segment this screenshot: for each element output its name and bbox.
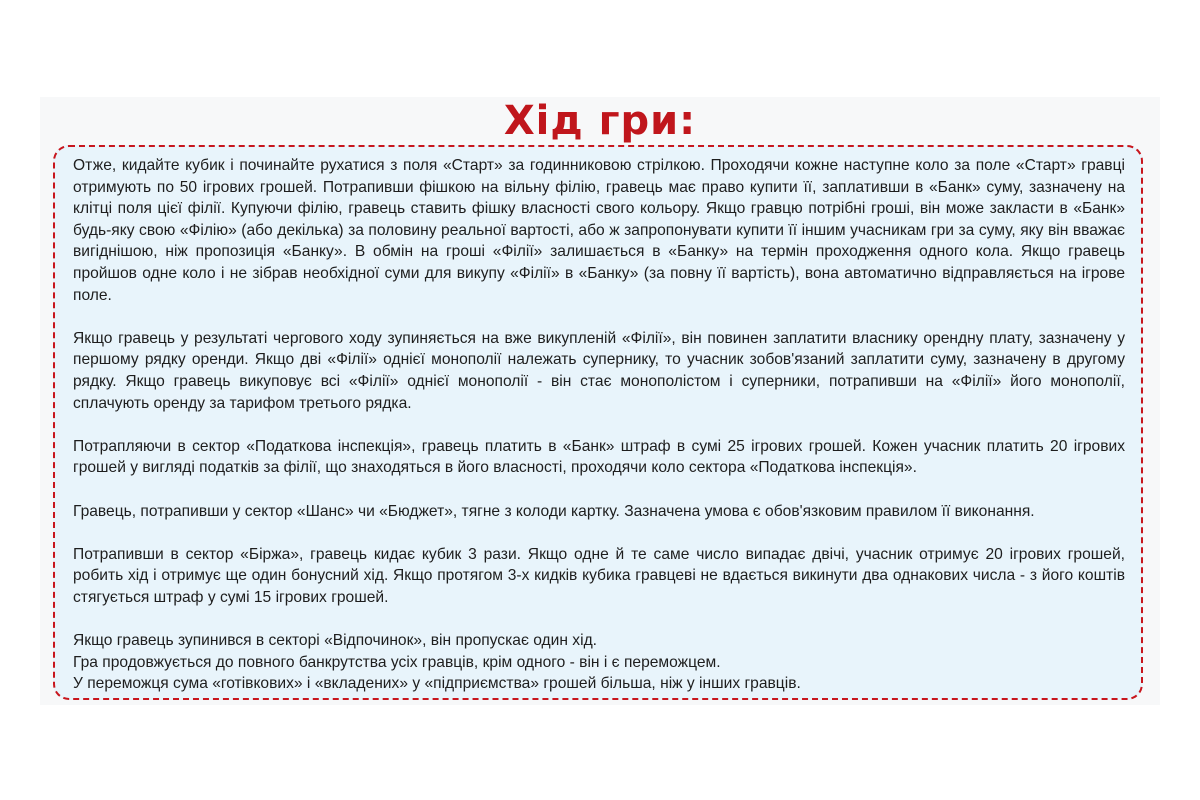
rules-content — [73, 155, 1125, 695]
rules-box — [53, 145, 1143, 700]
paragraph-exchange: Потрапивши в сектор «Біржа», гравець кидає кубик 3 рази. Якщо одне й те саме число випадає двічі, учасник отримує 20 ігрових грошей, робить хід і отримує ще один бонусний хід. Якщо протягом 3-х кидків кубика гравцеві не вдається викинути два однакових числа - з його коштів стягується штраф у сумі 15 ігрових грошей. — [73, 545, 1125, 606]
rule-rest-sector: Якщо гравець зупинився в секторі «Відпочинок», він пропускає один хід. — [73, 632, 598, 650]
rule-bankruptcy: Гра продовжується до повного банкрутства усіх гравців, крім одного - він і є переможцем. — [73, 653, 721, 671]
paragraph-rent: Якщо гравець у результаті чергового ходу зупиняється на вже викупленій «Філії», він повинен заплатити власнику орендну плату, зазначену у першому рядку оренди. Якщо дві «Філії» однієї монополії належать супернику, то учасник зобов'язаний заплатити суму, зазначену в другому рядку. Якщо гравець викуповує всі «Філії» однієї монополії - він стає монополістом і суперники, потрапивши на «Філії» його монополії, сплачують оренду за тарифом третього рядка. — [73, 329, 1125, 412]
page-title: Хід гри: — [503, 98, 697, 144]
paragraph-tax-inspection: Потрапляючи в сектор «Податкова інспекція», гравець платить в «Банк» штраф в сумі 25 ігрових грошей. Кожен учасник платить 20 ігрових грошей у вигляді податків за філії, що знаходяться в його власності, проходячи коло сектора «Податкова інспекція». — [73, 437, 1125, 477]
rule-winner: У переможця сума «готівкових» і «вкладених» у «підприємства» грошей більша, ніж у інших гравців. — [73, 675, 801, 693]
paragraph-final-rules — [73, 630, 1125, 695]
paragraph-chance-budget: Гравець, потрапивши у сектор «Шанс» чи «Бюджет», тягне з колоди картку. Зазначена умова є обов'язковим правилом її виконання. — [73, 502, 1035, 520]
paragraph-start-and-branches: Отже, кидайте кубик і починайте рухатися з поля «Старт» за годинниковою стрілкою. Проходячи кожне наступне коло за поле «Старт» гравці отримують по 50 ігрових грошей. Потрапивши фішкою на вільну філію, гравець має право купити її, заплативши в «Банк» суму, зазначену на клітці поля цієї філії. Купуючи філію, гравець ставить фішку власності свого кольору. Якщо гравцю потрібні гроші, він може закласти в «Банк» будь-яку свою «Філію» (або декілька) за половину реальної вартості, або ж запропонувати купити її іншим учасникам гри за суму, яку він вважає вигіднішою, ніж пропозиція «Банку». В обмін на гроші «Філії» залишається в «Банку» на термін проходження одного кола. Якщо гравець пройшов одне коло і не зібрав необхідної суми для викупу «Філії» в «Банку» (за повну її вартість), вона автоматично відправляється на ігрове поле. — [73, 157, 1125, 304]
